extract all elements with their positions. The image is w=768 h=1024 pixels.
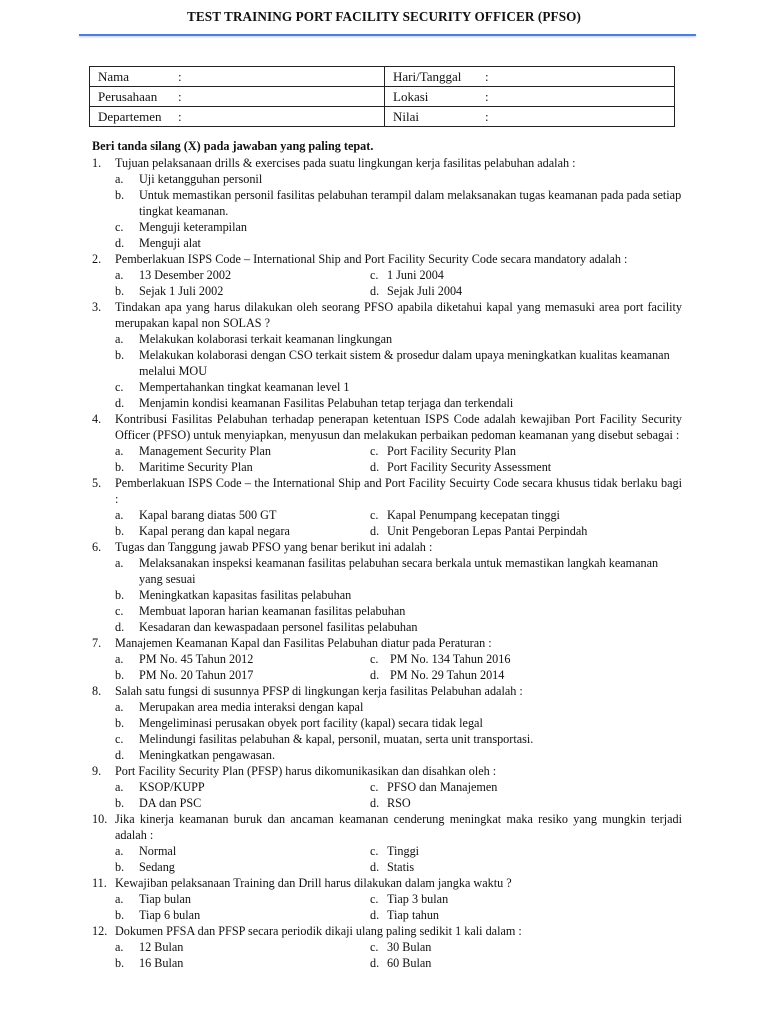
page-title: TEST TRAINING PORT FACILITY SECURITY OFFICER (PFSO) — [187, 9, 581, 24]
question-text: Salah satu fungsi di susunnya PFSP di lingkungan kerja fasilitas Pelabuhan adalah : — [115, 684, 523, 698]
colon: : — [485, 108, 489, 124]
option-row: b. Sedang d. Statis — [115, 860, 415, 874]
nilai-label: Nilai — [393, 108, 419, 124]
hari-tanggal-label: Hari/Tanggal — [393, 68, 462, 84]
option[interactable]: a. Melakukan kolaborasi terkait keamanan lingkungan — [115, 332, 393, 346]
question-text: Kontribusi Fasilitas Pelabuhan terhadap penerapan ketentuan ISPS Code adalah kewajiban Port Facility Security Officer (PFSO) untuk menyiapkan, menyusun dan melakukan perbaikan pedoman keamanan yang disebut sebagai : — [115, 412, 682, 442]
option-row: a. 13 Desember 2002 c. 1 Juni 2004 — [115, 268, 444, 282]
option-row: a. Normal c. Tinggi — [115, 844, 420, 858]
question-3: 3. Tindakan apa yang harus dilakukan oleh seorang PFSO apabila diketahui kapal yang memasuki area port facility merupakan kapal non SOLAS ? — [92, 300, 682, 330]
option[interactable]: c. Mempertahankan tingkat keamanan level 1 — [115, 380, 350, 394]
option[interactable]: c. Menguji keterampilan — [115, 220, 247, 234]
option[interactable]: a. Melaksanakan inspeksi keamanan fasilitas pelabuhan secara berkala untuk memastikan langkah keamanan yang sesuai — [115, 556, 659, 586]
option-row: a. 12 Bulan c. 30 Bulan — [115, 940, 432, 954]
question-text: Tugas dan Tanggung jawab PFSO yang benar berikut ini adalah : — [115, 540, 433, 554]
question-text: Manajemen Keamanan Kapal dan Fasilitas Pelabuhan diatur pada Peraturan : — [115, 636, 492, 650]
hari-tanggal-field[interactable] — [385, 67, 675, 87]
option[interactable]: c. Membuat laporan harian keamanan fasilitas pelabuhan — [115, 604, 406, 618]
question-text: Jika kinerja keamanan buruk dan ancaman keamanan cenderung meningkat maka resiko yang mungkin terjadi adalah : — [115, 812, 682, 842]
option[interactable]: b. Melakukan kolaborasi dengan CSO terkait sistem & prosedur dalam upaya meningkatkan kualitas keamanan melalui MOU — [115, 348, 670, 378]
perusahaan-label: Perusahaan — [98, 88, 158, 104]
question-list — [92, 155, 682, 971]
option[interactable]: b. Meningkatkan kapasitas fasilitas pelabuhan — [115, 588, 352, 602]
nama-field[interactable] — [90, 67, 385, 87]
option-row: b. PM No. 20 Tahun 2017 d. PM No. 29 Tahun 2014 — [115, 668, 505, 682]
identity-form — [89, 66, 675, 127]
lokasi-label: Lokasi — [393, 88, 429, 104]
question-text: Kewajiban pelaksanaan Training dan Drill harus dilakukan dalam jangka waktu ? — [115, 876, 512, 890]
option-row: a. Management Security Plan c. Port Facility Security Plan — [115, 444, 516, 458]
question-4: 4. Kontribusi Fasilitas Pelabuhan terhadap penerapan ketentuan ISPS Code adalah kewajiban Port Facility Security Officer (PFSO) untuk menyiapkan, menyusun dan melakukan perbaikan pedoman keamanan yang disebut sebagai : — [92, 412, 682, 442]
option-row: b. Maritime Security Plan d. Port Facility Security Assessment — [115, 460, 552, 474]
title-underline — [79, 34, 696, 36]
question-1: 1. Tujuan pelaksanaan drills & exercises pada suatu lingkungan kerja fasilitas pelabuhan adalah : — [92, 156, 576, 170]
colon: : — [178, 108, 182, 124]
option-row: a. Kapal barang diatas 500 GT c. Kapal Penumpang kecepatan tinggi — [115, 508, 560, 522]
option[interactable]: a. Uji ketangguhan personil — [115, 172, 263, 186]
question-8: 8. Salah satu fungsi di susunnya PFSP di lingkungan kerja fasilitas Pelabuhan adalah : — [92, 684, 523, 698]
question-12: 12. Dokumen PFSA dan PFSP secara periodik dikaji ulang paling sedikit 1 kali dalam : — [92, 924, 522, 938]
question-text: Tujuan pelaksanaan drills & exercises pada suatu lingkungan kerja fasilitas pelabuhan adalah : — [115, 156, 576, 170]
option[interactable]: b. Mengeliminasi perusakan obyek port facility (kapal) secara tidak legal — [115, 716, 483, 730]
nama-label: Nama — [98, 68, 130, 84]
option[interactable]: d. Menguji alat — [115, 236, 201, 250]
question-10: 10. Jika kinerja keamanan buruk dan ancaman keamanan cenderung meningkat maka resiko yang mungkin terjadi adalah : — [92, 812, 682, 842]
instruction-text: Beri tanda silang (X) pada jawaban yang paling tepat. — [92, 139, 374, 153]
option-row: b. DA dan PSC d. RSO — [115, 796, 411, 810]
option[interactable]: b. Untuk memastikan personil fasilitas pelabuhan terampil dalam melaksanakan tugas keamanan pada pada setiap tingkat keamanan. — [115, 188, 682, 218]
option-row: a. KSOP/KUPP c. PFSO dan Manajemen — [115, 780, 498, 794]
option[interactable]: d. Kesadaran dan kewaspadaan personel fasilitas pelabuhan — [115, 620, 418, 634]
option-row: b. 16 Bulan d. 60 Bulan — [115, 956, 432, 970]
question-text: Pemberlakuan ISPS Code – the International Ship and Port Facility Secuirty Code secara khusus tidak berlaku bagi : — [115, 476, 682, 506]
colon: : — [485, 68, 489, 84]
question-text: Port Facility Security Plan (PFSP) harus dikomunikasikan dan disahkan oleh : — [115, 764, 497, 778]
colon: : — [485, 88, 489, 104]
departemen-field[interactable] — [90, 107, 385, 127]
question-6: 6. Tugas dan Tanggung jawab PFSO yang benar berikut ini adalah : — [92, 540, 433, 554]
option-row: b. Kapal perang dan kapal negara d. Unit Pengeboran Lepas Pantai Perpindah — [115, 524, 588, 538]
question-text: Tindakan apa yang harus dilakukan oleh seorang PFSO apabila diketahui kapal yang memasuki area port facility merupakan kapal non SOLAS ? — [115, 300, 682, 330]
option-row: a. Tiap bulan c. Tiap 3 bulan — [115, 892, 449, 906]
option[interactable]: c. Melindungi fasilitas pelabuhan & kapal, personil, muatan, serta unit transportasi. — [115, 732, 534, 746]
perusahaan-field[interactable] — [90, 87, 385, 107]
question-11: 11. Kewajiban pelaksanaan Training dan Drill harus dilakukan dalam jangka waktu ? — [92, 876, 512, 890]
question-text: Dokumen PFSA dan PFSP secara periodik dikaji ulang paling sedikit 1 kali dalam : — [115, 924, 522, 938]
option[interactable]: a. Merupakan area media interaksi dengan kapal — [115, 700, 364, 714]
option[interactable]: d. Menjamin kondisi keamanan Fasilitas Pelabuhan tetap terjaga dan terkendali — [115, 396, 514, 410]
option-row: b. Sejak 1 Juli 2002 d. Sejak Juli 2004 — [115, 284, 463, 298]
question-2: 2. Pemberlakuan ISPS Code – International Ship and Port Facility Security Code secara mandatory adalah : — [92, 252, 628, 266]
question-7: 7. Manajemen Keamanan Kapal dan Fasilitas Pelabuhan diatur pada Peraturan : — [92, 636, 492, 650]
option[interactable]: d. Meningkatkan pengawasan. — [115, 748, 276, 762]
nilai-field[interactable] — [385, 107, 675, 127]
option-row: b. Tiap 6 bulan d. Tiap tahun — [115, 908, 440, 922]
lokasi-field[interactable] — [385, 87, 675, 107]
question-9: 9. Port Facility Security Plan (PFSP) harus dikomunikasikan dan disahkan oleh : — [92, 764, 497, 778]
departemen-label: Departemen — [98, 108, 162, 124]
question-5: 5. Pemberlakuan ISPS Code – the International Ship and Port Facility Secuirty Code secara khusus tidak berlaku bagi : — [92, 476, 682, 506]
colon: : — [178, 68, 182, 84]
colon: : — [178, 88, 182, 104]
option-row: a. PM No. 45 Tahun 2012 c. PM No. 134 Tahun 2016 — [115, 652, 511, 666]
question-text: Pemberlakuan ISPS Code – International Ship and Port Facility Security Code secara mandatory adalah : — [115, 252, 628, 266]
